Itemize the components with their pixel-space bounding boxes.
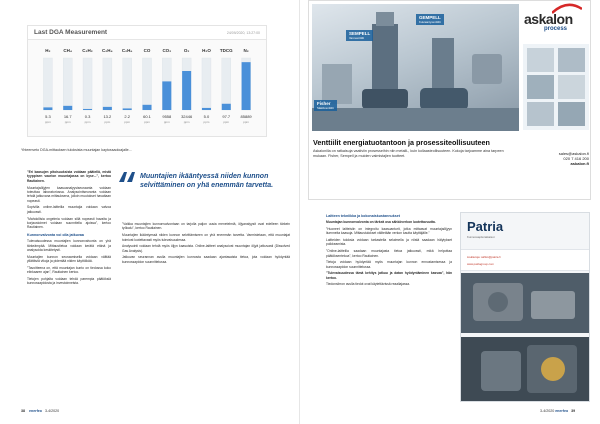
gas-unit: ppm (84, 120, 91, 124)
dga-measurement-panel (27, 25, 267, 137)
gas-value: 13.2 (103, 114, 112, 119)
gas-label: CO₂ (162, 48, 172, 53)
gas-label: C₂H₆ (121, 48, 133, 53)
gas-unit: ppm (124, 120, 131, 124)
gas-bar-track (83, 58, 92, 110)
right-text-column (326, 214, 452, 289)
contact-phone: 020 7 416 200 (563, 156, 589, 161)
gas-value: 16.7 (63, 114, 72, 119)
page-folio-right (540, 409, 578, 413)
paragraph: "Tavoitteena on, että muuntajan kunto on tiedossa koko elinkaaren ajan", Rautiainen kertoo. (27, 265, 111, 275)
paragraph: Muuntajien ikääntyessä niiden kunnon selvittämiseen on yhä enemmän tarvetta. Varmistetaan, että muuntajat toimivat luotettavasti myös tulevaisuudessa. (122, 233, 290, 242)
gas-bar-track (123, 58, 132, 110)
gas-unit: ppm (183, 120, 190, 124)
gas-bar-track (202, 58, 211, 110)
patria-engine-photo (461, 273, 589, 333)
subheading: Laitteen tekniikka ja kokonaiskustannukset (326, 214, 400, 218)
ad-contact (529, 151, 589, 166)
paragraph: Tietojen pohjalta voidaan tehdä parempia päätöksiä kunnossapidosta ja investoinneista. (27, 276, 111, 286)
gas-value: 5.3 (45, 114, 51, 119)
gas-unit: ppm (163, 120, 170, 124)
logo-wordmark: askalon (524, 11, 573, 27)
gas-value: 97.7 (222, 114, 231, 119)
gas-value: 9558 (162, 114, 172, 119)
tag-name: SEMPELL (349, 31, 371, 36)
gas-label: H₂ (45, 48, 51, 53)
gas-label: C₂H₂ (82, 48, 93, 53)
contact-website[interactable]: askalon.fi (570, 161, 589, 166)
subheading: Kunnonvalvonta voi olla jatkuvaa (27, 232, 84, 237)
paragraph: "Vaikka muuntajien kunnonvalvontaan on tarjolla paljon uusia menetelmiä, öljyanalyysit ovat edelleen tärkein työkalu", kertoo Rautiainen. (122, 222, 290, 231)
askalon-advertisement[interactable] (308, 0, 591, 200)
paragraph: "Eri kaasujen pitoisuuksista voidaan päätellä, mistä tyyppisen vaurion muuntajassa on kyse...", kertoo Rautiainen. (27, 170, 111, 183)
gas-bar-fill (83, 109, 92, 110)
page-number: 38 (21, 409, 25, 413)
figure-caption: Yhteenveto DGA-mittauksen tuloksista muuntajan kaytossaoloajalle... (21, 148, 132, 152)
dga-timestamp: 24/09/2020, 13:27:00 (226, 30, 260, 35)
gas-value: 32446 (181, 114, 193, 119)
dga-gas-chart (28, 40, 266, 136)
gas-value: 2.2 (124, 114, 130, 119)
paragraph: Laitteiden tuloksia voidaan tarkastella selaimella ja niistä saadaan hälytykset poikkeamista. (326, 238, 452, 247)
paragraph: "Mahdollisia ongelmia voidaan sillä nopeasti havaita ja korjaustoimet voidaan suunnitella ajoissa", kertoo Rautiainen. (27, 216, 111, 230)
patria-tagline: Kunnossapitoratkaisut (467, 235, 495, 239)
tag-desc: Kuivaantyventtiilit (419, 20, 441, 24)
tag-desc: Varoventtiilit (349, 36, 365, 40)
gas-bar-fill (202, 108, 211, 110)
paragraph: Tiedonsiirron avulla tiedot ovat käytettävissä reaaliajassa. (326, 282, 410, 287)
paragraph: Tulevaisuudessa muuntajien kunnonvalvonta on yhä tärkeämpää. Mittaustietoa voidaan kerätä etänä ja analysoida keskitetysti. (27, 239, 111, 253)
gas-unit: ppm (203, 120, 210, 124)
product-thumbnails (523, 44, 589, 130)
right-page (300, 0, 600, 424)
gas-bar-fill (103, 107, 112, 110)
gas-bar-track (103, 58, 112, 110)
magazine-brand: enerfeo (29, 409, 42, 413)
patria-web-line: www.patriagroup.com (467, 262, 494, 266)
gas-unit: ppm (104, 120, 111, 124)
gas-label: H₂O (202, 48, 211, 53)
gas-bar-fill (63, 106, 72, 110)
patria-logo: Patria (467, 219, 504, 234)
gas-value: 85889 (240, 114, 252, 119)
gas-unit: ppm (243, 120, 250, 124)
logo-subtitle: process (544, 26, 568, 32)
gas-unit: ppm (144, 120, 150, 124)
ad-product-photos (523, 44, 589, 130)
gas-unit: ppm (44, 120, 51, 124)
paragraph: "Huoneet laitteisiin on integroitu kaasuanturit, jotka mittaavat muuntajaöljyyn liuenneita kaasuja. Mittaustulokset välitetään verkon kautta käyttäjälle." (326, 226, 452, 236)
patria-mechanic-photo (461, 337, 589, 401)
left-text-column-2 (122, 222, 290, 266)
gas-label: N₂ (243, 48, 249, 53)
paragraph: "Tulevaisuudessa tämä kehitys jatkuu ja datan hyödyntäminen kasvaa", hän kertoo. (326, 271, 452, 280)
left-text-column-1 (27, 170, 111, 288)
magazine-brand: enerfeo (555, 409, 569, 413)
gas-bar-fill (43, 107, 52, 110)
contact-email[interactable]: sales@askalon.fi (558, 151, 589, 156)
gas-bar-track (143, 58, 152, 110)
gas-label: CH₄ (63, 48, 73, 53)
valve-photo (312, 4, 519, 131)
gas-value: 0.3 (84, 114, 91, 119)
patria-contact-band (461, 249, 589, 271)
sempell-tag (346, 30, 373, 41)
gas-bar-fill (222, 104, 231, 110)
gas-label: O₂ (183, 48, 190, 53)
paragraph: Muuntajan kunnonvalvonta on tärkeä osa sähköverkon luotettavuutta. (326, 220, 436, 225)
gas-bar-track (63, 58, 72, 110)
gas-bar-track (43, 58, 52, 110)
fisher-tag (314, 100, 337, 111)
gas-bar-fill (143, 105, 152, 110)
page-number: 39 (571, 409, 576, 413)
gas-bar-fill (162, 81, 171, 110)
paragraph: Muuntajien kunnon seuraamisella voidaan välttää yllättäviä vikoja ja pidentää niiden käyttöikää. (27, 254, 111, 264)
gas-bar-fill (123, 108, 132, 110)
gas-bar-fill (182, 71, 191, 110)
gas-value: 60.1 (143, 114, 151, 119)
askalon-logo (524, 3, 588, 41)
paragraph: Jatkuvan seurannan avulla muuntajien kunnosta saadaan ajantasaista tietoa, jota voidaan hyödyntää kunnossapidon suunnittelussa. (122, 255, 290, 264)
gas-bar-track (222, 58, 231, 110)
issue-number: 3-4/2020 (44, 409, 60, 413)
tag-name: Fisher (317, 101, 331, 106)
gas-label: TDCG (219, 48, 233, 53)
paragraph: Tietoja voidaan hyödyntää myös muuntajan kunnon ennustamisessa ja kunnossapidon suunnittelussa. (326, 260, 452, 269)
tag-desc: Säätöventtiilit (317, 106, 334, 110)
patria-advertisement[interactable] (460, 212, 590, 402)
pull-quote: Muuntajien ikääntyessä niiden kunnon selvittäminen on yhä enemmän tarvetta. (140, 173, 274, 189)
ad-body: Askalonilla on ratkaisuja vaativiin prosesseihin niin metalli-, kuin kollaasteollisuuteen. Kokoja tarjoamme aina tarpeen mukaan. Fisher, Sempell ja muiden valmistajien tuotteet. (313, 149, 504, 158)
gas-value: 5.0 (203, 114, 210, 119)
ad-title: Venttiilit energiatuotantoon ja prosessiteollisuuteen (313, 138, 490, 147)
gas-label: CO (143, 48, 151, 53)
paragraph: Analysointi voidaan tehdä myös öljyn kaasuista. Online-laitteet analysoivat muuntajan öljyä jatkuvasti (Dissolved Gas Analysis). (122, 244, 290, 253)
paragraph: Muuntajaöljyjen kaasuanalyysiseuraanta voidaan toteuttaa laboratoriossa. Analysointiseuranta voidaan tehdä jatkuvana mittauksena, jolloin muutokset havaitaan nopeasti. (27, 185, 111, 203)
gas-unit: ppm (64, 120, 71, 124)
paragraph: Sopivilla online-laitteilla muuntajia voidaan valvoa jatkuvasti. (27, 205, 111, 214)
gas-unit: ppm (223, 120, 230, 124)
quote-mark-icon (118, 171, 136, 183)
dga-header (28, 26, 266, 40)
dga-title: Last DGA Measurement (34, 29, 108, 36)
patria-contact-line: Lisätietoja: sähkö@patria.fi (467, 255, 501, 259)
paragraph: "Online-laitteilla saadaan muuntajasta tietoa jatkuvasti, mikä helpottaa päätöksentekoa", kertoo Rautiainen. (326, 249, 452, 258)
gas-bar-fill (242, 62, 251, 110)
gas-label: C₂H₄ (102, 48, 113, 53)
issue-number: 3-4/2020 (540, 409, 555, 413)
page-folio-left (21, 409, 59, 413)
gempell-tag (416, 14, 444, 25)
tag-name: GEMPELL (419, 15, 441, 20)
